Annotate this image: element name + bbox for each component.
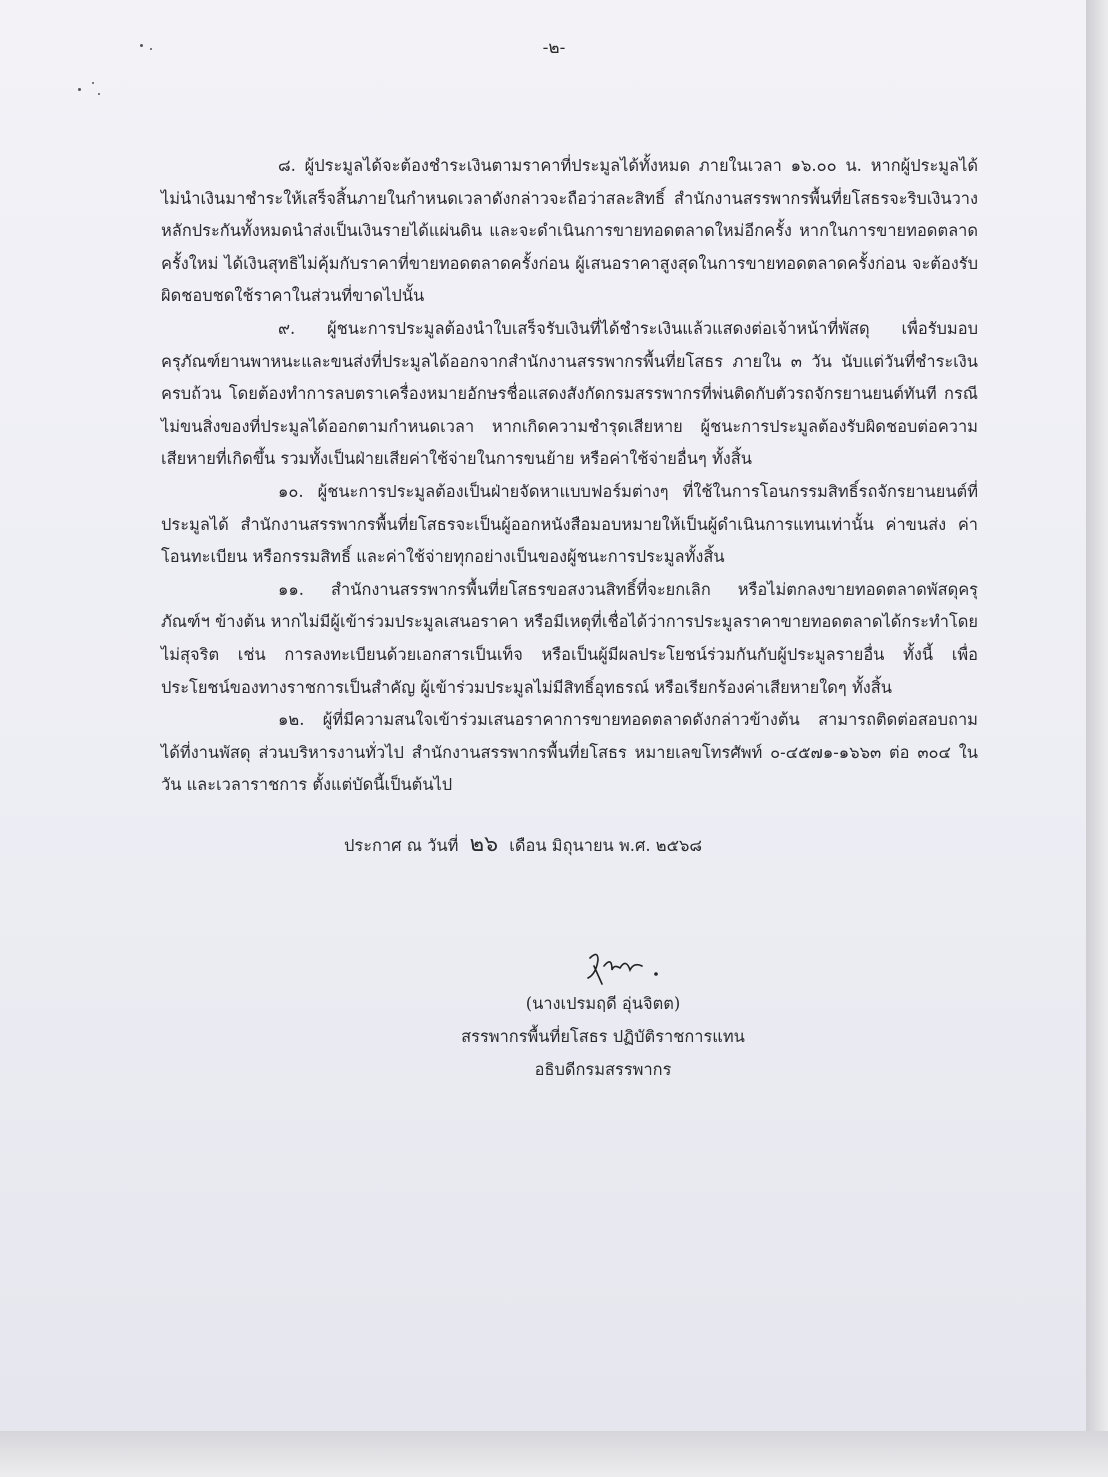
clause-12: ๑๒. ผู้ที่มีความสนใจเข้าร่วมเสนอราคาการขายทอดตลาดดังกล่าวข้างต้น สามารถติดต่อสอบถามได้ที่งานพัสดุ ส่วนบริหารงานทั่วไป สำนักงานสรรพากรพื้นที่ยโสธร หมายเลขโทรศัพท์ ๐-๔๕๗๑-๑๖๖๓ ต่อ ๓๐๔ ในวัน และเวลาราชการ ตั้งแต่บัดนี้เป็นต้นไป — [161, 710, 978, 795]
clause-11: ๑๑. สำนักงานสรรพากรพื้นที่ยโสธรขอสงวนสิทธิ์ที่จะยกเลิก หรือไม่ตกลงขายทอดตลาดพัสดุครุภัณฑ์ฯ ข้างต้น หากไม่มีผู้เข้าร่วมประมูลเสนอราคา หรือมีเหตุที่เชื่อได้ว่าการประมูลราคาขายทอดตลาดได้กระทำโดยไม่สุจริต เช่น การลงทะเบียนด้วยเอกสารเป็นเท็จ หรือเป็นผู้มีผลประโยชน์ร่วมกันกับผู้ประมูลรายอื่น ทั้งนี้ เพื่อประโยชน์ของทางราชการเป็นสำคัญ ผู้เข้าร่วมประมูลไม่มีสิทธิ์อุทธรณ์ หรือเรียกร้องค่าเสียหายใดๆ ทั้งสิ้น — [161, 579, 978, 697]
paper-speck — [92, 82, 94, 84]
announcement-date-line — [344, 826, 702, 861]
paper-speck — [98, 93, 100, 95]
signature-block — [430, 987, 776, 1086]
desk-background-bottom — [0, 1431, 1108, 1477]
announcement-day: ๒๖ — [469, 832, 499, 857]
clause-9: ๙. ผู้ชนะการประมูลต้องนำใบเสร็จรับเงินที่ได้ชำระเงินแล้วแสดงต่อเจ้าหน้าที่พัสดุ เพื่อรับมอบครุภัณฑ์ยานพาหนะและขนส่งที่ประมูลได้ออกจากสำนักงานสรรพากรพื้นที่ยโสธร ภายใน ๓ วัน นับแต่วันที่ชำระเงินครบถ้วน โดยต้องทำการลบตราเครื่องหมายอักษรชื่อแสดงสังกัดกรมสรรพากรที่พ่นติดกับตัวรถจักรยานยนต์ทันที กรณีไม่ขนสิ่งของที่ประมูลได้ออกตามกำหนดเวลา หากเกิดความชำรุดเสียหาย ผู้ชนะการประมูลต้องรับผิดชอบต่อความเสียหายที่เกิดขึ้น รวมทั้งเป็นฝ่ายเสียค่าใช้จ่ายในการขนย้าย หรือค่าใช้จ่ายอื่นๆ ทั้งสิ้น — [161, 318, 978, 469]
signatory-on-behalf: อธิบดีกรมสรรพากร — [534, 1060, 672, 1079]
document-body — [161, 150, 978, 802]
paper-speck — [78, 88, 81, 91]
clause-8: ๘. ผู้ประมูลได้จะต้องชำระเงินตามราคาที่ประมูลได้ทั้งหมด ภายในเวลา ๑๖.๐๐ น. หากผู้ประมูลได้ไม่นำเงินมาชำระให้เสร็จสิ้นภายในกำหนดเวลาดังกล่าวจะถือว่าสละสิทธิ์ สำนักงานสรรพากรพื้นที่ยโสธรจะริบเงินวางหลักประกันทั้งหมดนำส่งเป็นเงินรายได้แผ่นดิน และจะดำเนินการขายทอดตลาดใหม่อีกครั้ง หากในการขายทอดตลาดครั้งใหม่ ได้เงินสุทธิไม่คุ้มกับราคาที่ขายทอดตลาดครั้งก่อน ผู้เสนอราคาสูงสุดในการขายทอดตลาดครั้งก่อน จะต้องรับผิดชอบชดใช้ราคาในส่วนที่ขาดไปนั้น — [161, 156, 978, 306]
announcement-month-year: เดือน มิถุนายน พ.ศ. ๒๕๖๘ — [509, 836, 703, 855]
signatory-name: (นางเปรมฤดี อุ่นจิตต) — [525, 994, 681, 1013]
page-number: -๒- — [542, 38, 566, 58]
signatory-position: สรรพากรพื้นที่ยโสธร ปฏิบัติราชการแทน — [461, 1027, 745, 1046]
clause-10: ๑๐. ผู้ชนะการประมูลต้องเป็นฝ่ายจัดหาแบบฟอร์มต่างๆ ที่ใช้ในการโอนกรรมสิทธิ์รถจักรยานยนต์ที่ประมูลได้ สำนักงานสรรพากรพื้นที่ยโสธรจะเป็นผู้ออกหนังสือมอบหมายให้เป็นผู้ดำเนินการแทนเท่านั้น ค่าขนส่ง ค่าโอนทะเบียน หรือกรรมสิทธิ์ และค่าใช้จ่ายทุกอย่างเป็นของผู้ชนะการประมูลทั้งสิ้น — [161, 481, 978, 567]
handwritten-signature — [576, 944, 666, 992]
announcement-prefix: ประกาศ ณ วันที่ — [344, 836, 459, 855]
desk-background-right — [1086, 0, 1108, 1477]
